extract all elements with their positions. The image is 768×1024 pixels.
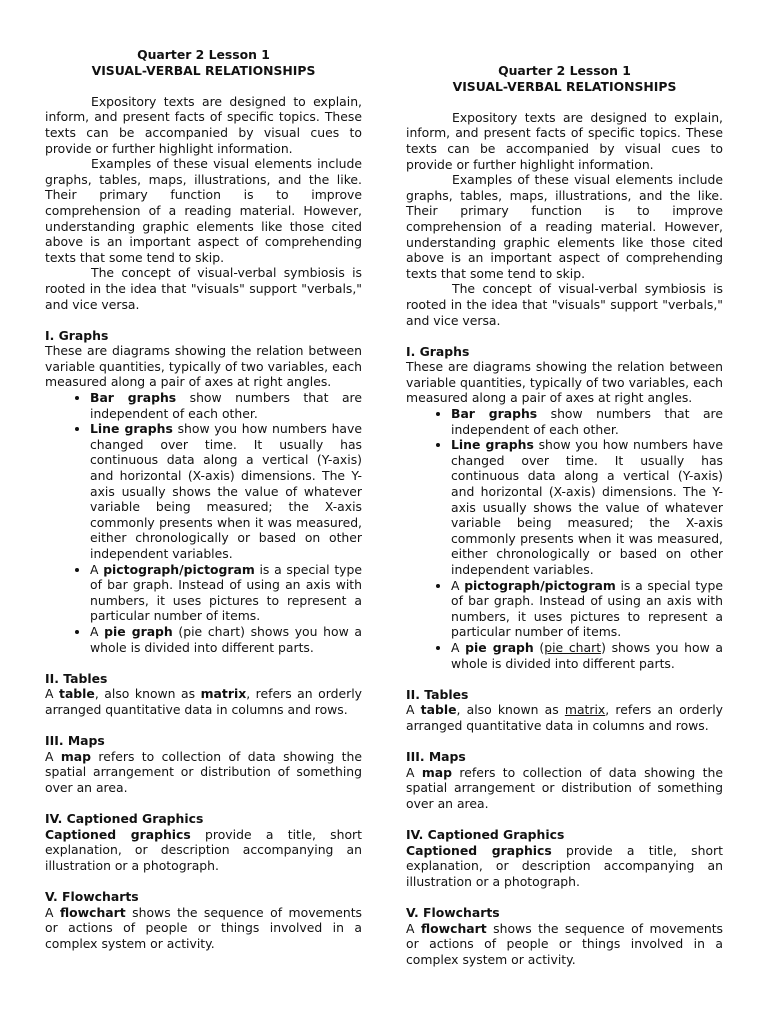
intro-paragraph: Examples of these visual elements include graphs, tables, maps, illustrations, and the like. Their primary function is to improve comprehension of a reading material. However, understanding graphic elements like those cited above is an important aspect of comprehending texts that some tend to skip. (45, 156, 362, 265)
lesson-number: Quarter 2 Lesson 1 (137, 47, 270, 62)
flowcharts-description: A flowchart shows the sequence of movements or actions of people or things involved in a complex system or activity. (406, 920, 724, 967)
list-item: • A pie graph (pie chart) shows you how a whole is divided into different parts. (451, 640, 723, 671)
captioned-graphics-description: Captioned graphics provide a title, short explanation, or description accompanying an illustration or a photograph. (45, 826, 362, 873)
list-item: • Line graphs show you how numbers have changed over time. It usually has continuous data along a vertical (Y-axis) and horizontal (X-axis) dimensions. The Y-axis usually shows the value of whatever variable being measured; the X-axis commonly presents when it was measured, either chronologically or based on other independent variables. (451, 437, 723, 577)
section-heading-tables: II. Tables (406, 686, 469, 702)
graphs-list (406, 406, 723, 671)
section-heading-captioned-graphics: IV. Captioned Graphics (45, 811, 204, 827)
left-column (45, 47, 362, 951)
tables-description: A table, also known as matrix, refers an orderly arranged quantitative data in columns and rows. (45, 686, 362, 717)
intro-paragraph: Expository texts are designed to explain, inform, and present facts of specific topics. These texts can be accompanied by visual cues to provide or further highlight information. (406, 109, 723, 172)
list-item: • Bar graphs show numbers that are independent of each other. (90, 390, 362, 421)
graphs-list (45, 390, 362, 655)
captioned-graphics-description: Captioned graphics provide a title, short explanation, or description accompanying an illustration or a photograph. (406, 842, 723, 889)
lesson-title: VISUAL-VERBAL RELATIONSHIPS (452, 78, 677, 94)
lesson-title: VISUAL-VERBAL RELATIONSHIPS (91, 62, 316, 78)
intro-paragraph: Expository texts are designed to explain, inform, and present facts of specific topics. These texts can be accompanied by visual cues to provide or further highlight information. (45, 93, 362, 156)
section-heading-flowcharts: V. Flowcharts (406, 905, 500, 921)
list-item: • Line graphs show you how numbers have changed over time. It usually has continuous data along a vertical (Y-axis) and horizontal (X-axis) dimensions. The Y-axis usually shows the value of whatever variable being measured; the X-axis commonly presents when it was measured, either chronologically or based on other independent variables. (90, 421, 362, 561)
maps-description: A map refers to collection of data showing the spatial arrangement or distribution of something over an area. (406, 764, 723, 811)
intro-paragraph: The concept of visual-verbal symbiosis is rooted in the idea that "visuals" support "verbals," and vice versa. (406, 281, 723, 328)
list-item: • Bar graphs show numbers that are independent of each other. (451, 406, 723, 437)
section-heading-flowcharts: V. Flowcharts (45, 889, 139, 905)
section-heading-maps: III. Maps (406, 749, 466, 765)
list-item: • A pictograph/pictogram is a special type of bar graph. Instead of using an axis with numbers, it uses pictures to represent a particular number of items. (90, 562, 362, 624)
right-column (406, 63, 723, 967)
list-item: • A pie graph (pie chart) shows you how a whole is divided into different parts. (90, 624, 362, 655)
list-item: • A pictograph/pictogram is a special type of bar graph. Instead of using an axis with numbers, it uses pictures to represent a particular number of items. (451, 578, 723, 640)
graphs-description: These are diagrams showing the relation between variable quantities, typically of two variables, each measured along a pair of axes at right angles. (45, 343, 362, 390)
pie-chart-link: pie chart (544, 639, 602, 655)
tables-description: A table, also known as matrix, refers an orderly arranged quantitative data in columns and rows. (406, 702, 723, 733)
section-heading-tables: II. Tables (45, 670, 108, 686)
intro-paragraph: The concept of visual-verbal symbiosis is rooted in the idea that "visuals" support "verbals," and vice versa. (45, 265, 362, 312)
matrix-term: matrix (564, 702, 606, 718)
intro-paragraph: Examples of these visual elements include graphs, tables, maps, illustrations, and the like. Their primary function is to improve comprehension of a reading material. However, understanding graphic elements like those cited above is an important aspect of comprehending texts that some tend to skip. (406, 172, 723, 281)
section-heading-graphs: I. Graphs (45, 327, 109, 343)
section-heading-captioned-graphics: IV. Captioned Graphics (406, 827, 565, 843)
lesson-number: Quarter 2 Lesson 1 (498, 63, 631, 78)
graphs-description: These are diagrams showing the relation between variable quantities, typically of two variables, each measured along a pair of axes at right angles. (406, 359, 723, 406)
flowcharts-description: A flowchart shows the sequence of movements or actions of people or things involved in a complex system or activity. (45, 904, 363, 951)
maps-description: A map refers to collection of data showing the spatial arrangement or distribution of something over an area. (45, 748, 362, 795)
section-heading-graphs: I. Graphs (406, 343, 470, 359)
section-heading-maps: III. Maps (45, 733, 105, 749)
